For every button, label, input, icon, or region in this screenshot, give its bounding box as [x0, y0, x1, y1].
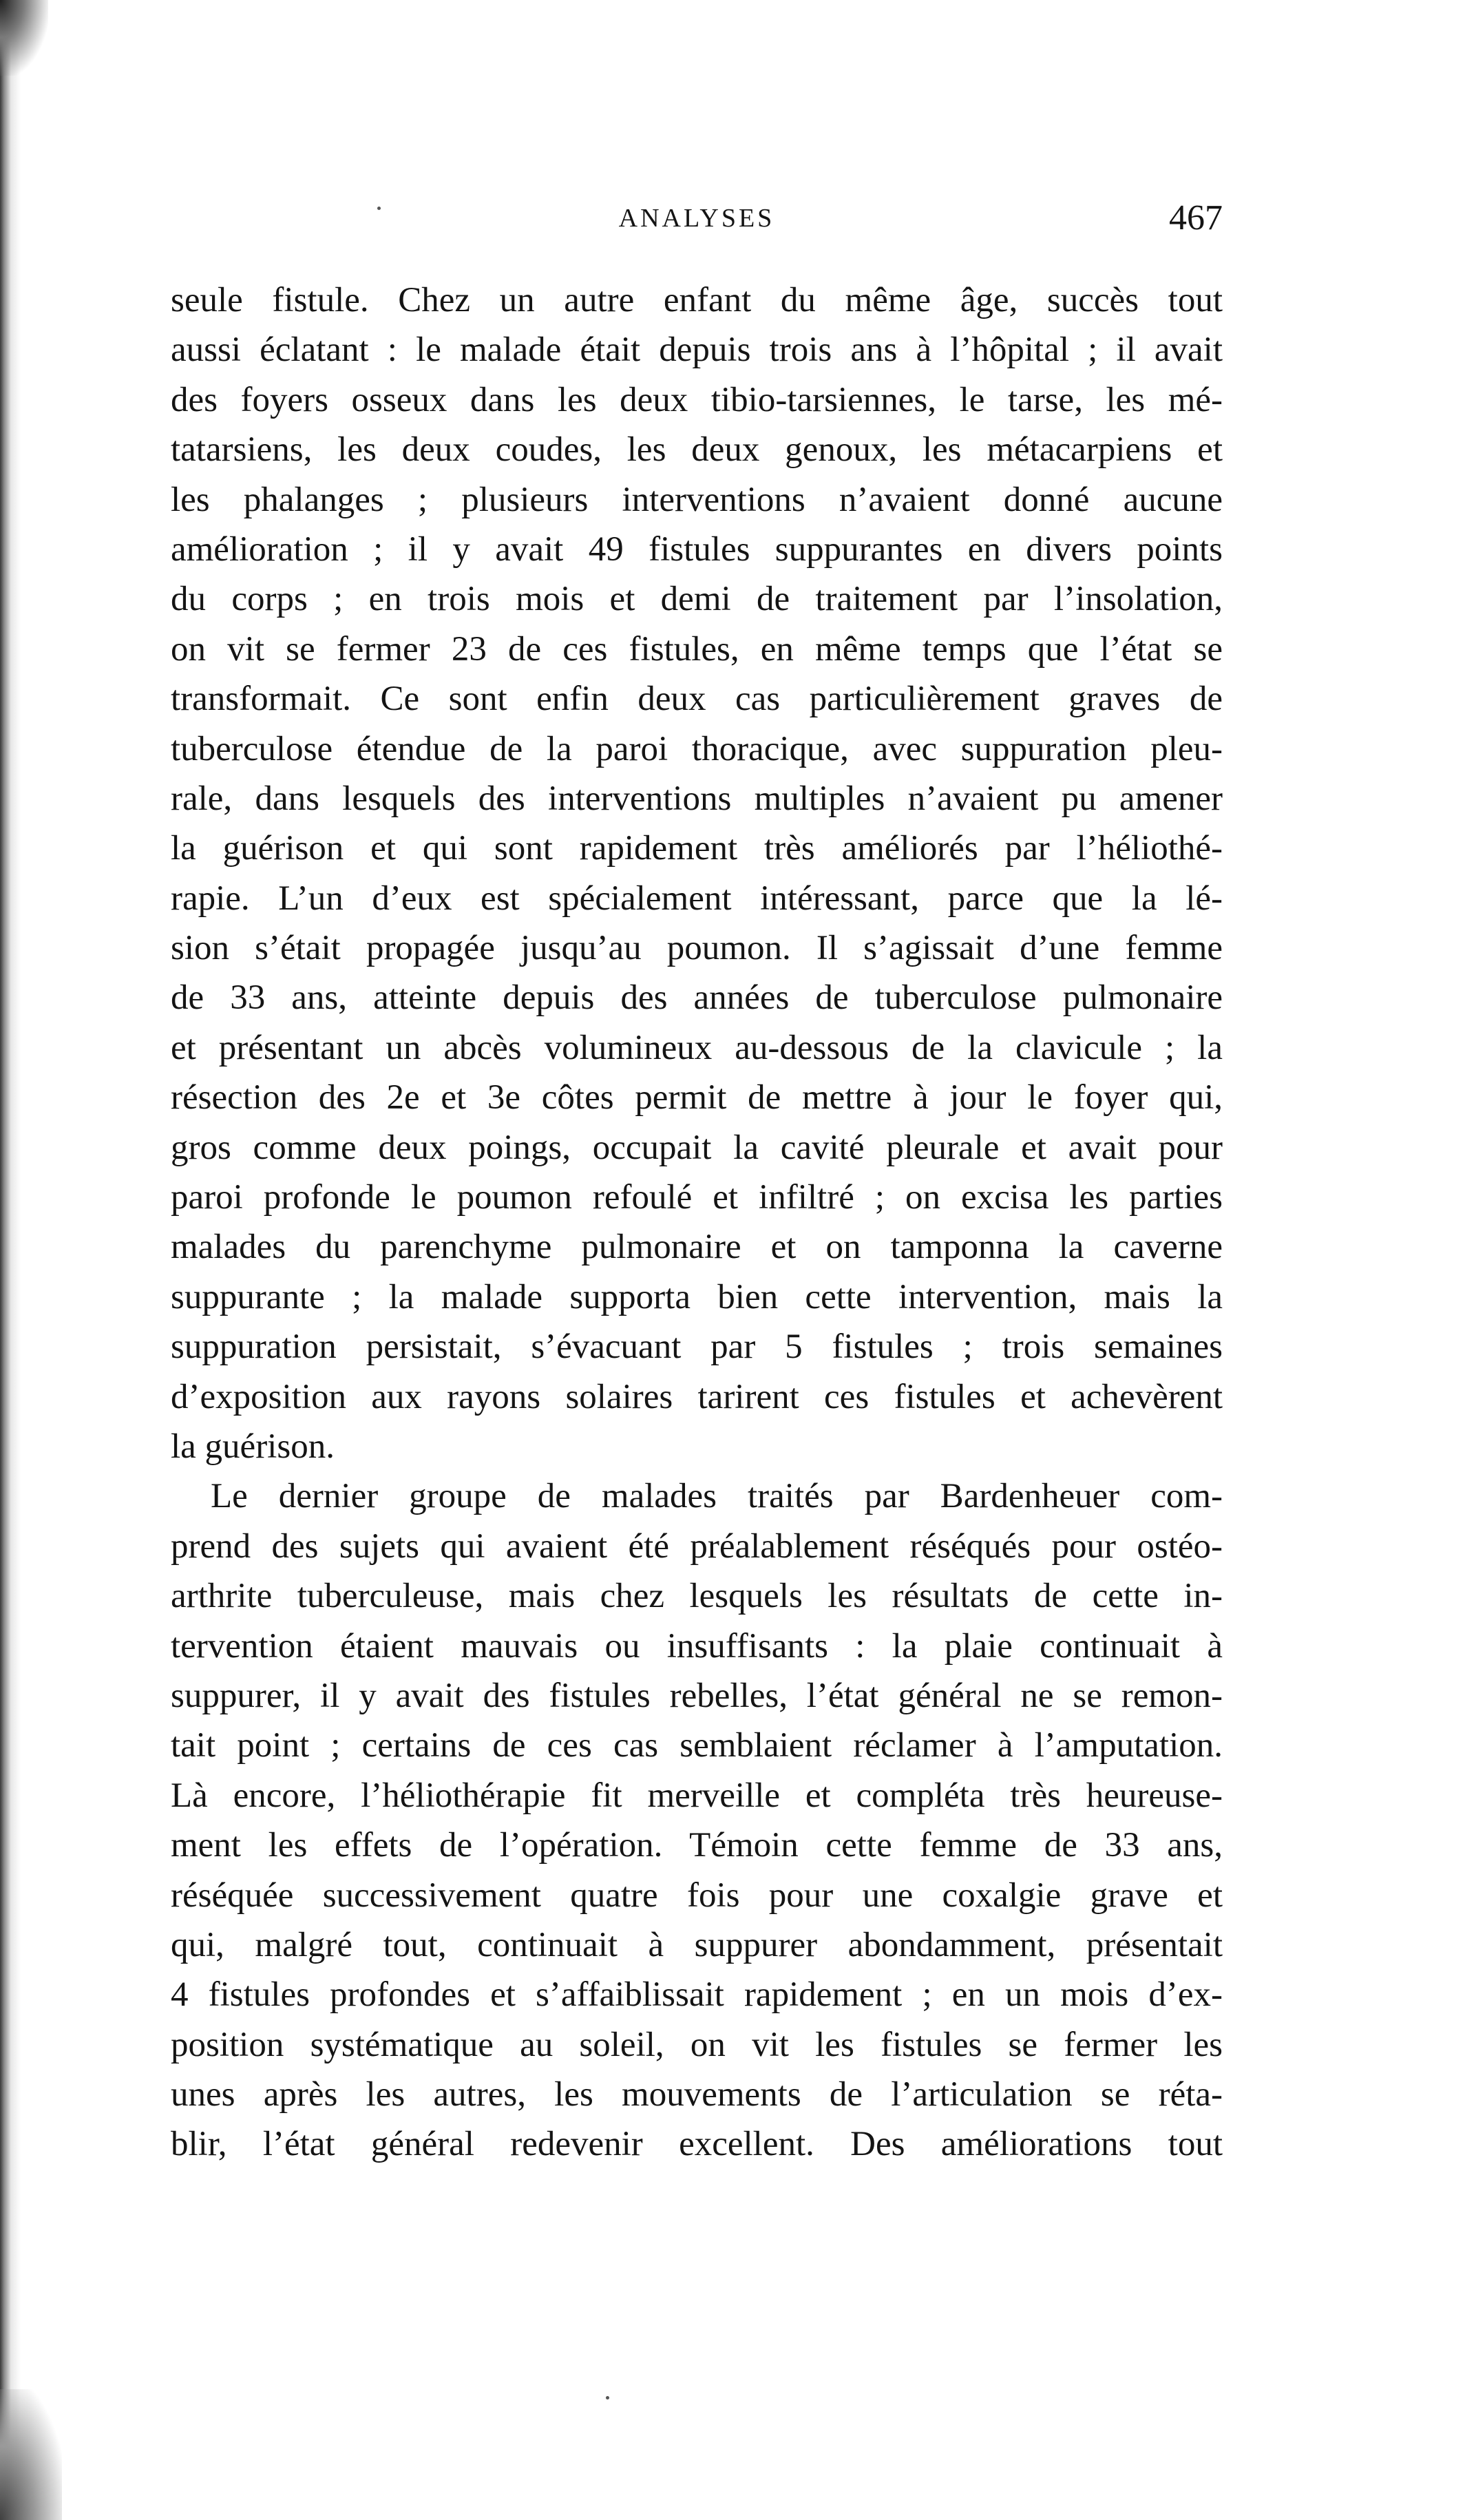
running-head: ANALYSES [618, 204, 775, 233]
text-line: suppuration persistait, s’évacuant par 5 fistules ; trois semaines [171, 1327, 1223, 1367]
text-line: suppurante ; la malade supporta bien cette intervention, mais la [171, 1277, 1223, 1316]
text-line: résection des 2e et 3e côtes permit de mettre à jour le foyer qui, [171, 1078, 1223, 1117]
text-line: tatarsiens, les deux coudes, les deux genoux, les métacarpiens et [171, 430, 1223, 470]
page-header [171, 198, 1223, 251]
text-line: les phalanges ; plusieurs interventions n’avaient donné aucune [171, 480, 1223, 519]
scan-left-edge-shadow [0, 0, 30, 2520]
text-line: Le dernier groupe de malades traités par Bardenheuer com- [211, 1477, 1223, 1516]
text-line: amélioration ; il y avait 49 fistules suppurantes en divers points [171, 529, 1223, 569]
text-line: tait point ; certains de ces cas semblaient réclamer à l’amputation. [171, 1726, 1223, 1765]
text-line: rale, dans lesquels des interventions multiples n’avaient pu amener [171, 779, 1223, 818]
scan-speck [606, 2396, 609, 2400]
text-line: d’exposition aux rayons solaires tarirent ces fistules et achevèrent [171, 1377, 1223, 1416]
text-line: qui, malgré tout, continuait à suppurer abondamment, présentait [171, 1925, 1223, 1964]
text-line: la guérison et qui sont rapidement très améliorés par l’héliothé- [171, 829, 1223, 868]
body-text [171, 275, 1223, 2170]
text-line: la guérison. [171, 1427, 335, 1466]
text-line: et présentant un abcès volumineux au-dessous de la clavicule ; la [171, 1028, 1223, 1067]
text-line: rapie. L’un d’eux est spécialement intéressant, parce que la lé- [171, 879, 1223, 918]
text-line: de 33 ans, atteinte depuis des années de tuberculose pulmonaire [171, 978, 1223, 1018]
text-line: position systématique au soleil, on vit les fistules se fermer les [171, 2025, 1223, 2064]
text-line: seule fistule. Chez un autre enfant du même âge, succès tout [171, 281, 1223, 319]
text-line: réséquée successivement quatre fois pour une coxalgie grave et [171, 1876, 1223, 1915]
text-line: unes après les autres, les mouvements de l’articulation se réta- [171, 2075, 1223, 2114]
text-line: tuberculose étendue de la paroi thoracique, avec suppuration pleu- [171, 729, 1223, 768]
text-line: on vit se fermer 23 de ces fistules, en même temps que l’état se [171, 629, 1223, 669]
text-line: Là encore, l’héliothérapie fit merveille et compléta très heureuse- [171, 1776, 1223, 1815]
text-line: blir, l’état général redevenir excellent. Des améliorations tout [171, 2125, 1223, 2164]
text-line: 4 fistules profondes et s’affaiblissait rapidement ; en un mois d’ex- [171, 1975, 1223, 2015]
text-line: malades du parenchyme pulmonaire et on tamponna la caverne [171, 1228, 1223, 1267]
scan-bottom-corner-shadow [0, 2389, 62, 2520]
text-line: tervention étaient mauvais ou insuffisants : la plaie continuait à [171, 1626, 1223, 1666]
page-number: 467 [1169, 198, 1223, 238]
text-line: ment les effets de l’opération. Témoin cette femme de 33 ans, [171, 1826, 1223, 1865]
text-line: transformait. Ce sont enfin deux cas particulièrement graves de [171, 680, 1223, 719]
text-line: prend des sujets qui avaient été préalablement réséqués pour ostéo- [171, 1526, 1223, 1566]
text-line: arthrite tuberculeuse, mais chez lesquels les résultats de cette in- [171, 1577, 1223, 1616]
text-line: suppurer, il y avait des fistules rebelles, l’état général ne se remon- [171, 1676, 1223, 1715]
text-line: aussi éclatant : le malade était depuis trois ans à l’hôpital ; il avait [171, 330, 1223, 370]
text-line: paroi profonde le poumon refoulé et infiltré ; on excisa les parties [171, 1178, 1223, 1217]
text-line: des foyers osseux dans les deux tibio-tarsiennes, le tarse, les mé- [171, 380, 1223, 419]
scan-top-corner-shadow [0, 0, 48, 76]
text-line: du corps ; en trois mois et demi de traitement par l’insolation, [171, 580, 1223, 619]
text-line: gros comme deux poings, occupait la cavité pleurale et avait pour [171, 1128, 1223, 1167]
text-line: sion s’était propagée jusqu’au poumon. Il s’agissait d’une femme [171, 929, 1223, 968]
